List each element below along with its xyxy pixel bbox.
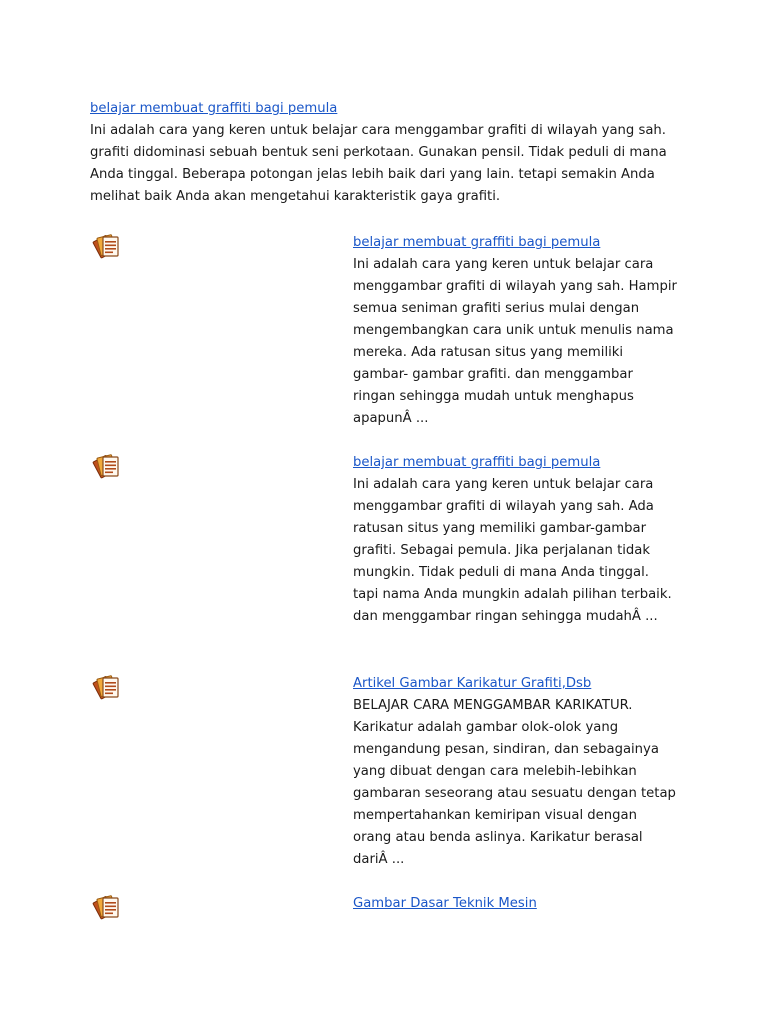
document-stack-icon (91, 448, 123, 480)
entry-link[interactable]: belajar membuat graffiti bagi pemula (353, 455, 601, 470)
intro-text: Ini adalah cara yang keren untuk belajar cara menggambar grafiti di wilayah yang sah. grafiti didominasi sebuah bentuk seni perkotaan. Gunakan pensil. Tidak peduli di mana Anda tinggal. Beberapa potongan jelas lebih baik dari yang lain. tetapi semakin Anda melihat baik Anda akan mengetahui karakteristik gaya grafiti. (90, 123, 667, 204)
entry-link[interactable]: belajar membuat graffiti bagi pemula (353, 235, 601, 250)
document-stack-icon (91, 669, 123, 701)
entry-link[interactable]: Artikel Gambar Karikatur Grafiti,Dsb (353, 676, 592, 691)
entry-text: BELAJAR CARA MENGGAMBAR KARIKATUR. Karikatur adalah gambar olok-olok yang mengandung pesan, sindiran, dan sebagainya yang dibuat dengan cara melebih-lebihkan gambaran seseorang atau sesuatu dengan tetap mempertahankan kemiripan visual dengan orang atau benda aslinya. Karikatur berasal dariÂ ... (353, 698, 676, 867)
entry-text: Ini adalah cara yang keren untuk belajar cara menggambar grafiti di wilayah yang sah. Hampir semua seniman grafiti serius mulai dengan mengembangkan cara unik untuk menulis nama mereka. Ada ratusan situs yang memiliki gambar- gambar grafiti. dan menggambar ringan sehingga mudah untuk menghapus apapunÂ ... (353, 257, 677, 426)
entry-body (353, 452, 678, 628)
entry-body (353, 893, 678, 915)
entry-text: Ini adalah cara yang keren untuk belajar cara menggambar grafiti di wilayah yang sah. Ada ratusan situs yang memiliki gambar-gambar grafiti. Sebagai pemula. Jika perjalanan tidak mungkin. Tidak peduli di mana Anda tinggal. tapi nama Anda mungkin adalah pilihan terbaik. dan menggambar ringan sehingga mudahÂ ... (353, 477, 672, 624)
document-stack-icon (91, 228, 123, 260)
entry-link[interactable]: Gambar Dasar Teknik Mesin (353, 896, 537, 911)
intro-section (90, 98, 680, 208)
intro-link[interactable]: belajar membuat graffiti bagi pemula (90, 101, 338, 116)
document-stack-icon (91, 889, 123, 921)
entry-body (353, 232, 678, 430)
entry-body (353, 673, 678, 871)
